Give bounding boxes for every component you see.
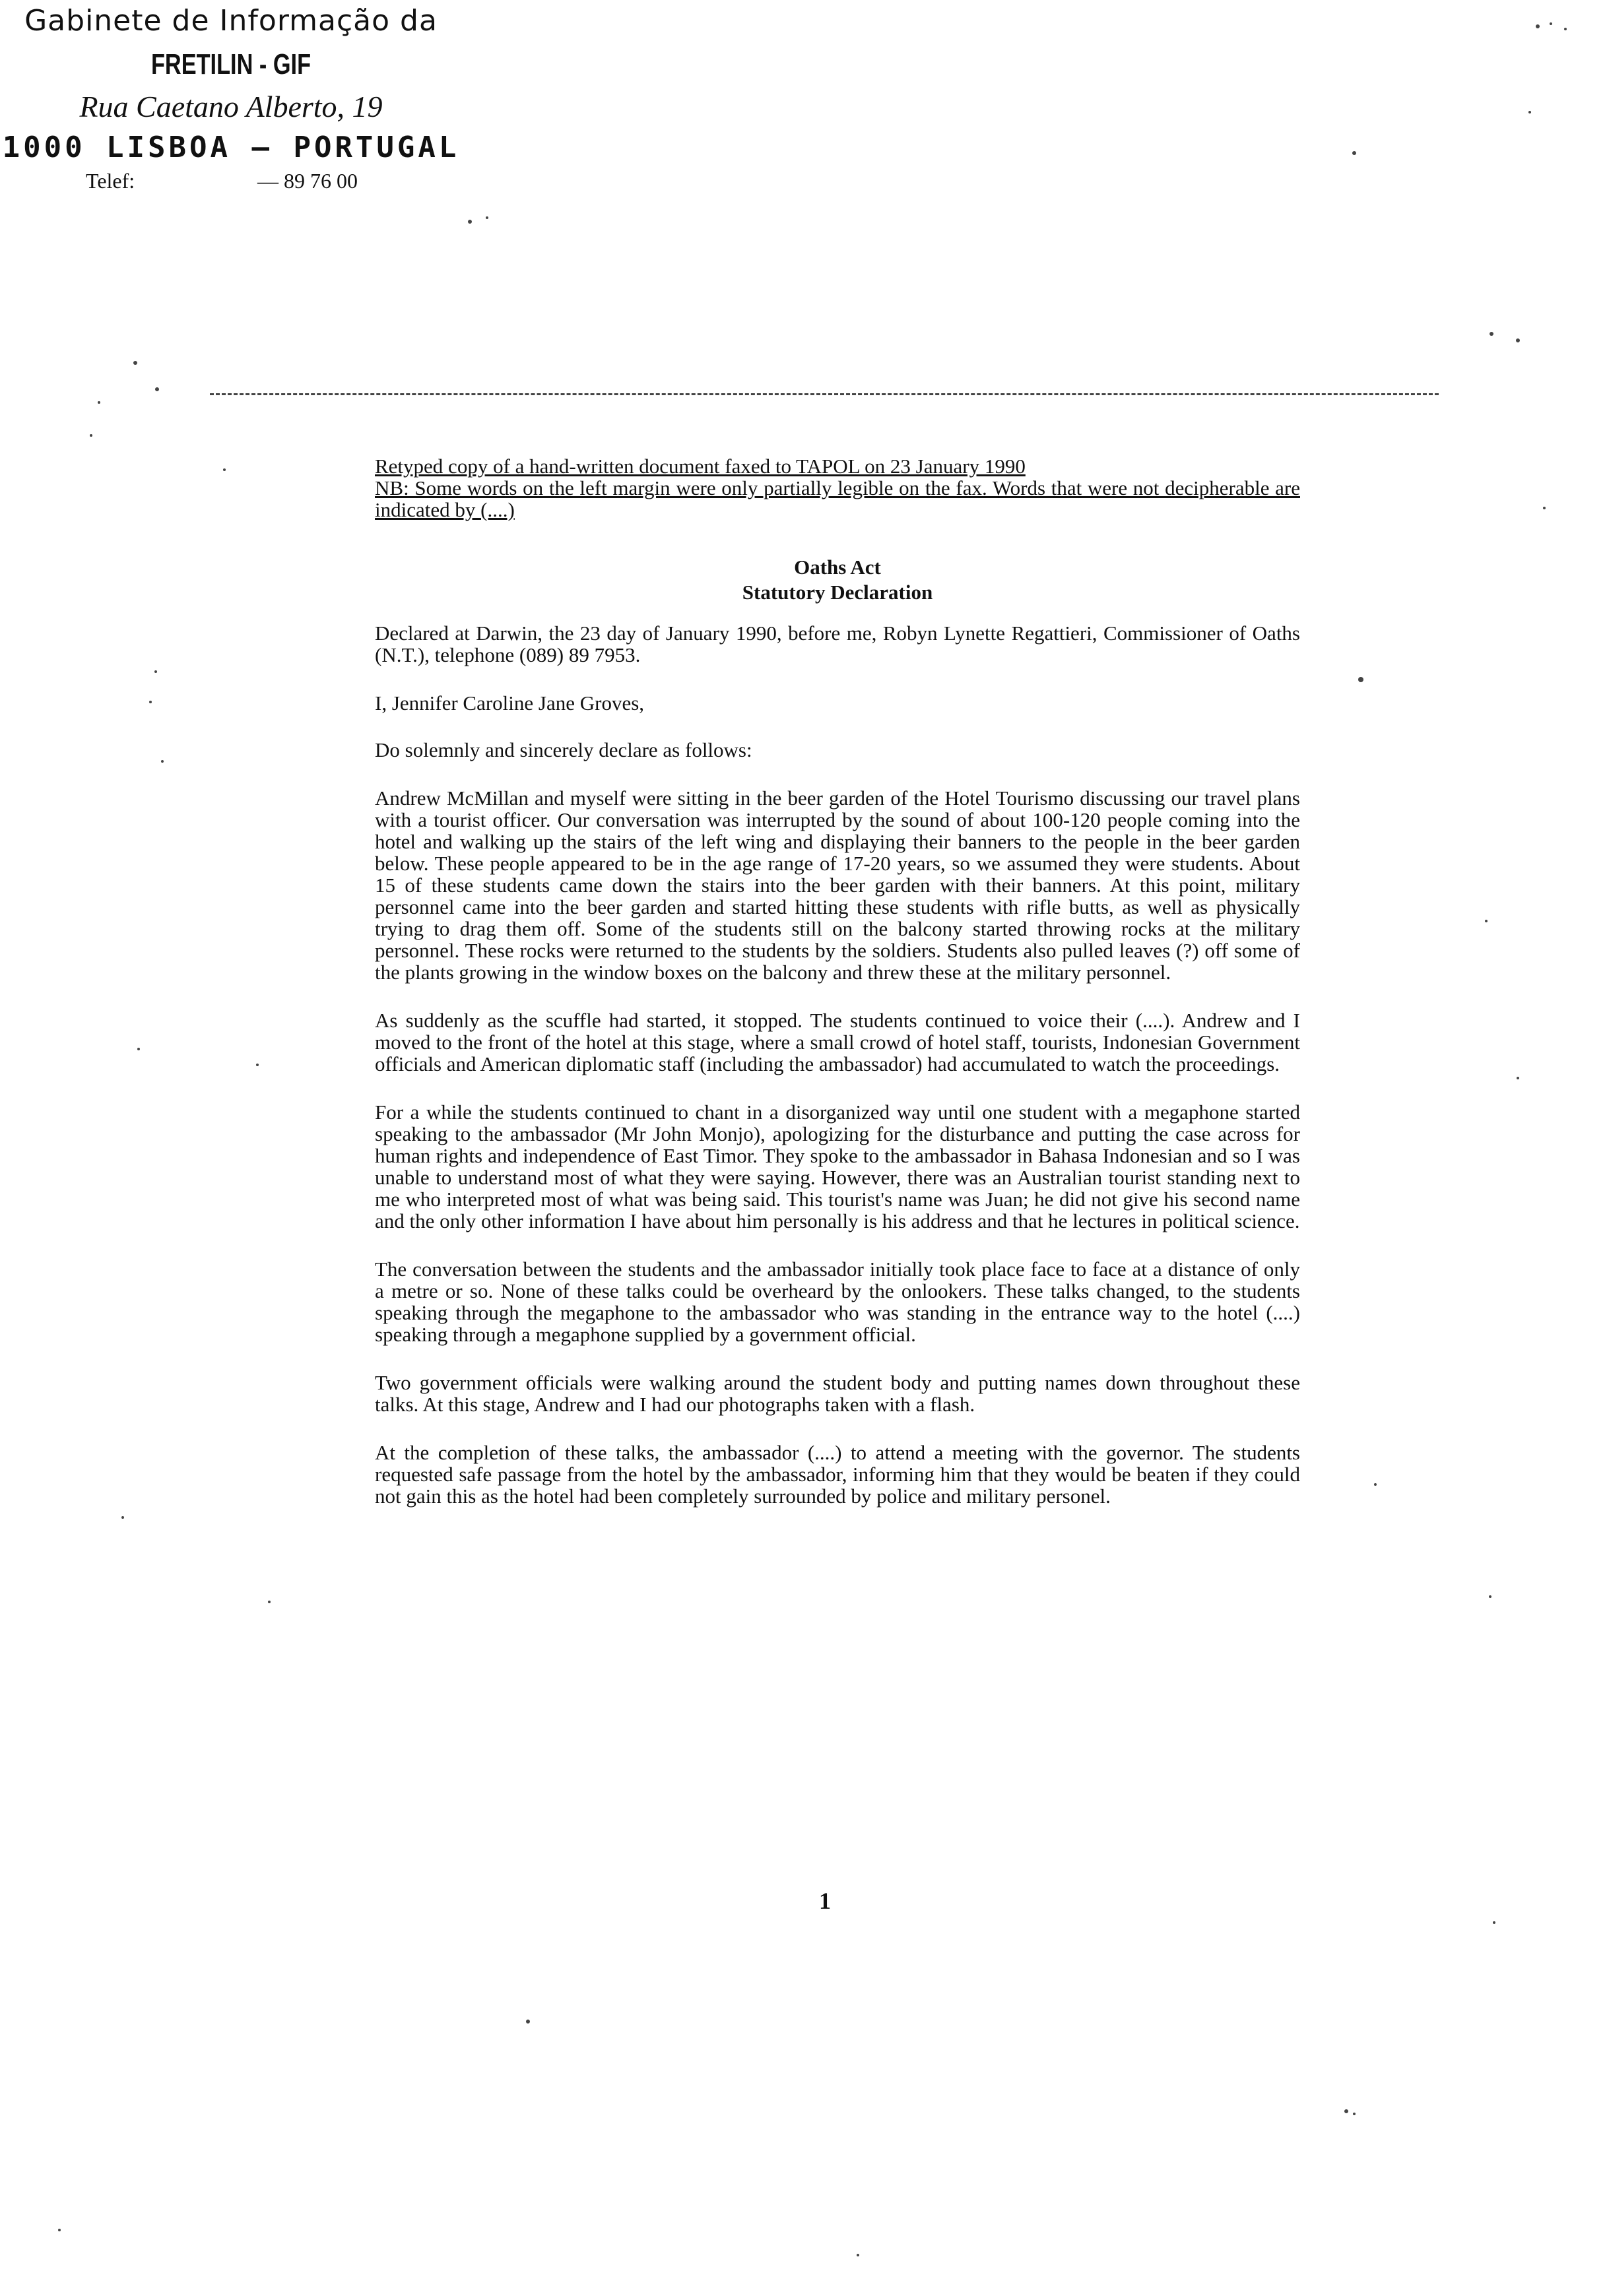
declarant-line: I, Jennifer Caroline Jane Groves, <box>375 691 645 715</box>
retyped-note-nb: NB: Some words on the left margin were only partially legible on the fax. Words that were not decipherable are indicated by (....) <box>375 476 1300 521</box>
phone-number: — 89 76 00 <box>257 169 358 193</box>
paragraph: At the completion of these talks, the ambassador (....) to attend a meeting with the governor. The students requested safe passage from the hotel by the ambassador, informing him that they would be beaten if they could not gain this as the hotel had been completely surrounded by police and military personel. <box>375 1441 1300 1508</box>
paragraph: As suddenly as the scuffle had started, it stopped. The students continued to voice their (....). Andrew and I moved to the front of the hotel at this stage, where a small crowd of hotel staff, tourists, Indonesian Government officials and American diplomatic staff (including the ambassador) had accumulated to watch the proceedings. <box>375 1009 1300 1075</box>
letterhead-street: Rua Caetano Alberto, 19 <box>79 90 383 123</box>
page-number: 1 <box>819 1888 831 1914</box>
letterhead-abbreviation: FRETILIN - GIF <box>150 48 311 80</box>
declaration-title: Statutory Declaration <box>742 581 933 604</box>
letterhead-city: 1000 LISBOA — PORTUGAL <box>2 131 460 164</box>
letterhead-org-name: Gabinete de Informação da <box>24 4 438 38</box>
paragraph: For a while the students continued to chant in a disorganized way until one student with a megaphone started speaking to the ambassador (Mr John Monjo), apologizing for the disturbance and putting the case across for human rights and independence of East Timor. They spoke to the ambassador in Bahasa Indonesian and so I was unable to understand most of what they were saying. However, there was an Australian tourist standing next to me who interpreted most of what was being said. This tourist's name was Juan; he did not give his second name and the only other information I have about him personally is his address and that he lectures in political science. <box>375 1100 1300 1232</box>
paragraph: The conversation between the students and the ambassador initially took place face to face at a distance of only a metre or so. None of these talks could be overheard by the onlookers. These talks changed, to the students speaking through the megaphone to the ambassador who was standing in the entrance way to the hotel (....) speaking through a megaphone supplied by a government official. <box>375 1258 1300 1346</box>
paragraph: Andrew McMillan and myself were sitting in the beer garden of the Hotel Tourismo discussing our travel plans with a tourist officer. Our conversation was interrupted by the sound of about 100-120 people coming into the hotel and walking up the stairs of the left wing and displaying their banners to the people in the beer garden below. These people appeared to be in the age range of 17-20 years, so we assumed they were students. About 15 of these students came down the stairs into the beer garden with their banners. At this point, military personnel came into the beer garden and started hitting these students with rifle butts, as well as physically trying to drag them off. Some of the students still on the balcony started throwing rocks at the military personnel. These rocks were returned to the students by the soldiers. Students also pulled leaves (?) off some of the plants growing in the window boxes on the balcony and threw these at the military personnel. <box>375 786 1300 984</box>
paragraph: Two government officials were walking around the student body and putting names down throughout these talks. At this stage, Andrew and I had our photographs taken with a flash. <box>375 1371 1300 1416</box>
declaration-intro: Do solemnly and sincerely declare as follows: <box>375 738 752 761</box>
phone-label: Telef: <box>86 169 135 193</box>
retyped-note-line: Retyped copy of a hand-written document faxed to TAPOL on 23 January 1990 <box>375 455 1026 478</box>
act-title: Oaths Act <box>794 556 881 579</box>
declared-statement: Declared at Darwin, the 23 day of January 1990, before me, Robyn Lynette Regattieri, Commissioner of Oaths (N.T.), telephone (089) 89 7953. <box>375 622 1300 666</box>
